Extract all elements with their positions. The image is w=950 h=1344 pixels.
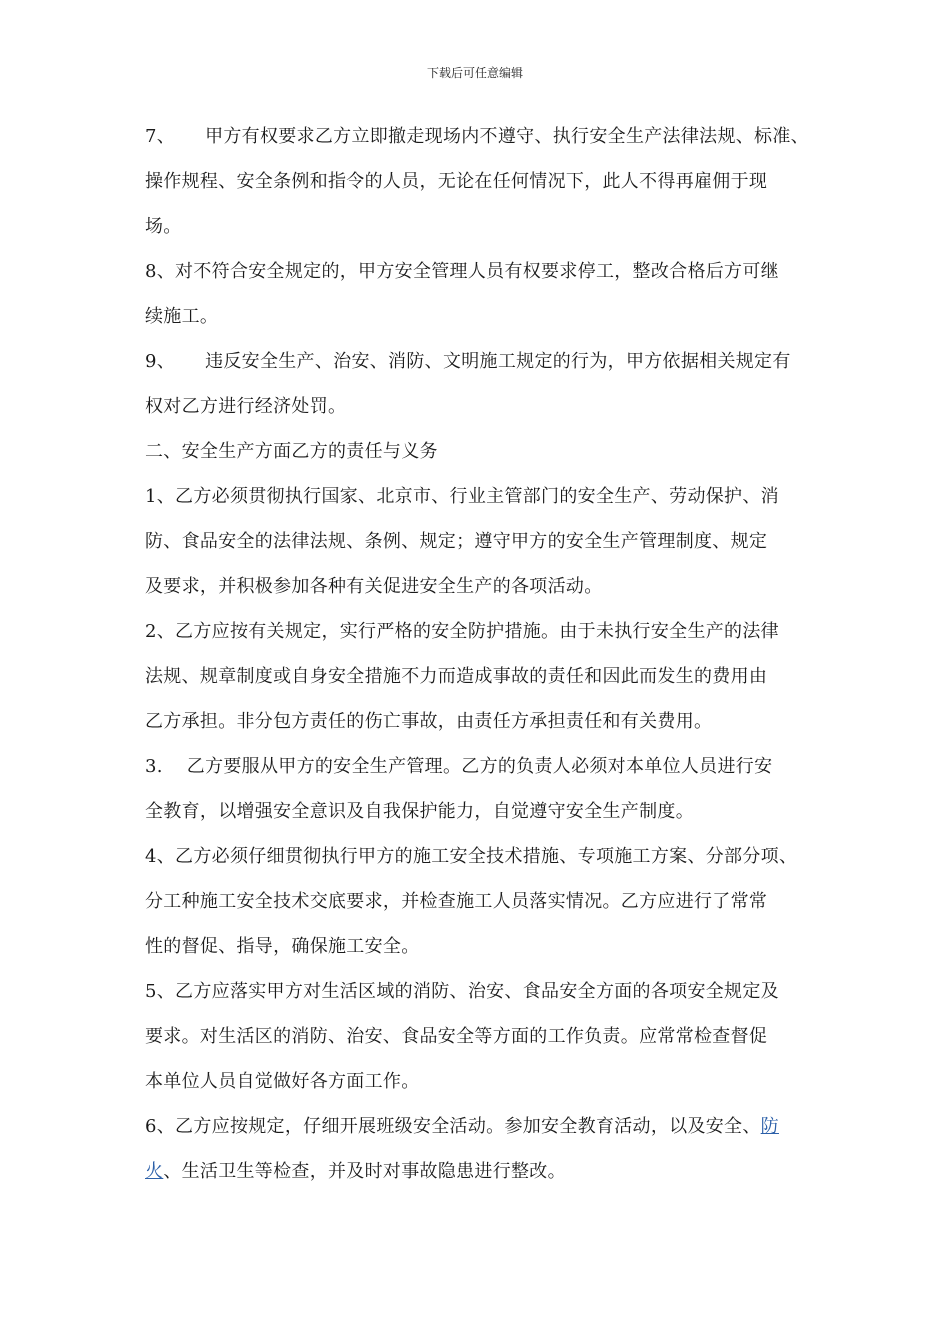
item-5-line-2: 要求。对生活区的消防、治安、食品安全等方面的工作负责。应常常检查督促 — [145, 1026, 768, 1047]
paragraph-8-line-2: 续施工。 — [145, 306, 219, 327]
item-3-line-1: 3. 乙方要服从甲方的安全生产管理。乙方的负责人必须对本单位人员进行安 — [145, 756, 773, 777]
item-6-line-2: 火、生活卫生等检查，并及时对事故隐患进行整改。 — [145, 1161, 566, 1182]
paragraph-9-line-1: 9、 违反安全生产、治安、消防、文明施工规定的行为，甲方依据相关规定有 — [145, 351, 791, 372]
item-2-line-2: 法规、规章制度或自身安全措施不力而造成事故的责任和因此而发生的费用由 — [145, 666, 768, 687]
paragraph-9-line-2: 权对乙方进行经济处罚。 — [145, 396, 347, 417]
item-1-line-1: 1、乙方必须贯彻执行国家、北京市、行业主管部门的安全生产、劳动保护、消 — [145, 486, 779, 507]
item-2-line-3: 乙方承担。非分包方责任的伤亡事故，由责任方承担责任和有关费用。 — [145, 711, 713, 732]
item-1-line-2: 防、食品安全的法律法规、条例、规定；遵守甲方的安全生产管理制度、规定 — [145, 531, 768, 552]
item-5-line-1: 5、乙方应落实甲方对生活区域的消防、治安、食品安全方面的各项安全规定及 — [145, 981, 779, 1002]
item-number: 7、 — [145, 126, 176, 147]
item-2-line-1: 2、乙方应按有关规定，实行严格的安全防护措施。由于未执行安全生产的法律 — [145, 621, 779, 642]
item-number: 9、 — [145, 351, 176, 372]
paragraph-8-line-1: 8、对不符合安全规定的，甲方安全管理人员有权要求停工，整改合格后方可继 — [145, 261, 779, 282]
paragraph-7-line-2: 操作规程、安全条例和指令的人员，无论在任何情况下，此人不得再雇佣于现 — [145, 171, 768, 192]
fire-prevention-link[interactable]: 防 — [760, 1116, 779, 1137]
item-4-line-2: 分工种施工安全技术交底要求，并检查施工人员落实情况。乙方应进行了常常 — [145, 891, 768, 912]
item-6-line-1: 6、乙方应按规定，仔细开展班级安全活动。参加安全教育活动，以及安全、防 — [145, 1116, 779, 1137]
item-5-line-3: 本单位人员自觉做好各方面工作。 — [145, 1071, 420, 1092]
paragraph-7-line-3: 场。 — [145, 216, 182, 237]
item-4-line-1: 4、乙方必须仔细贯彻执行甲方的施工安全技术措施、专项施工方案、分部分项、 — [145, 846, 798, 867]
item-number: 3. — [145, 756, 163, 777]
section-heading: 二、安全生产方面乙方的责任与义务 — [145, 441, 438, 462]
fire-prevention-link-cont[interactable]: 火 — [145, 1161, 164, 1182]
item-4-line-3: 性的督促、指导，确保施工安全。 — [145, 936, 420, 957]
paragraph-7-line-1: 7、 甲方有权要求乙方立即撤走现场内不遵守、执行安全生产法律法规、标准、 — [145, 126, 809, 147]
item-1-line-3: 及要求，并积极参加各种有关促进安全生产的各项活动。 — [145, 576, 603, 597]
item-3-line-2: 全教育，以增强安全意识及自我保护能力，自觉遵守安全生产制度。 — [145, 801, 694, 822]
page-header: 下载后可任意编辑 — [426, 66, 523, 80]
